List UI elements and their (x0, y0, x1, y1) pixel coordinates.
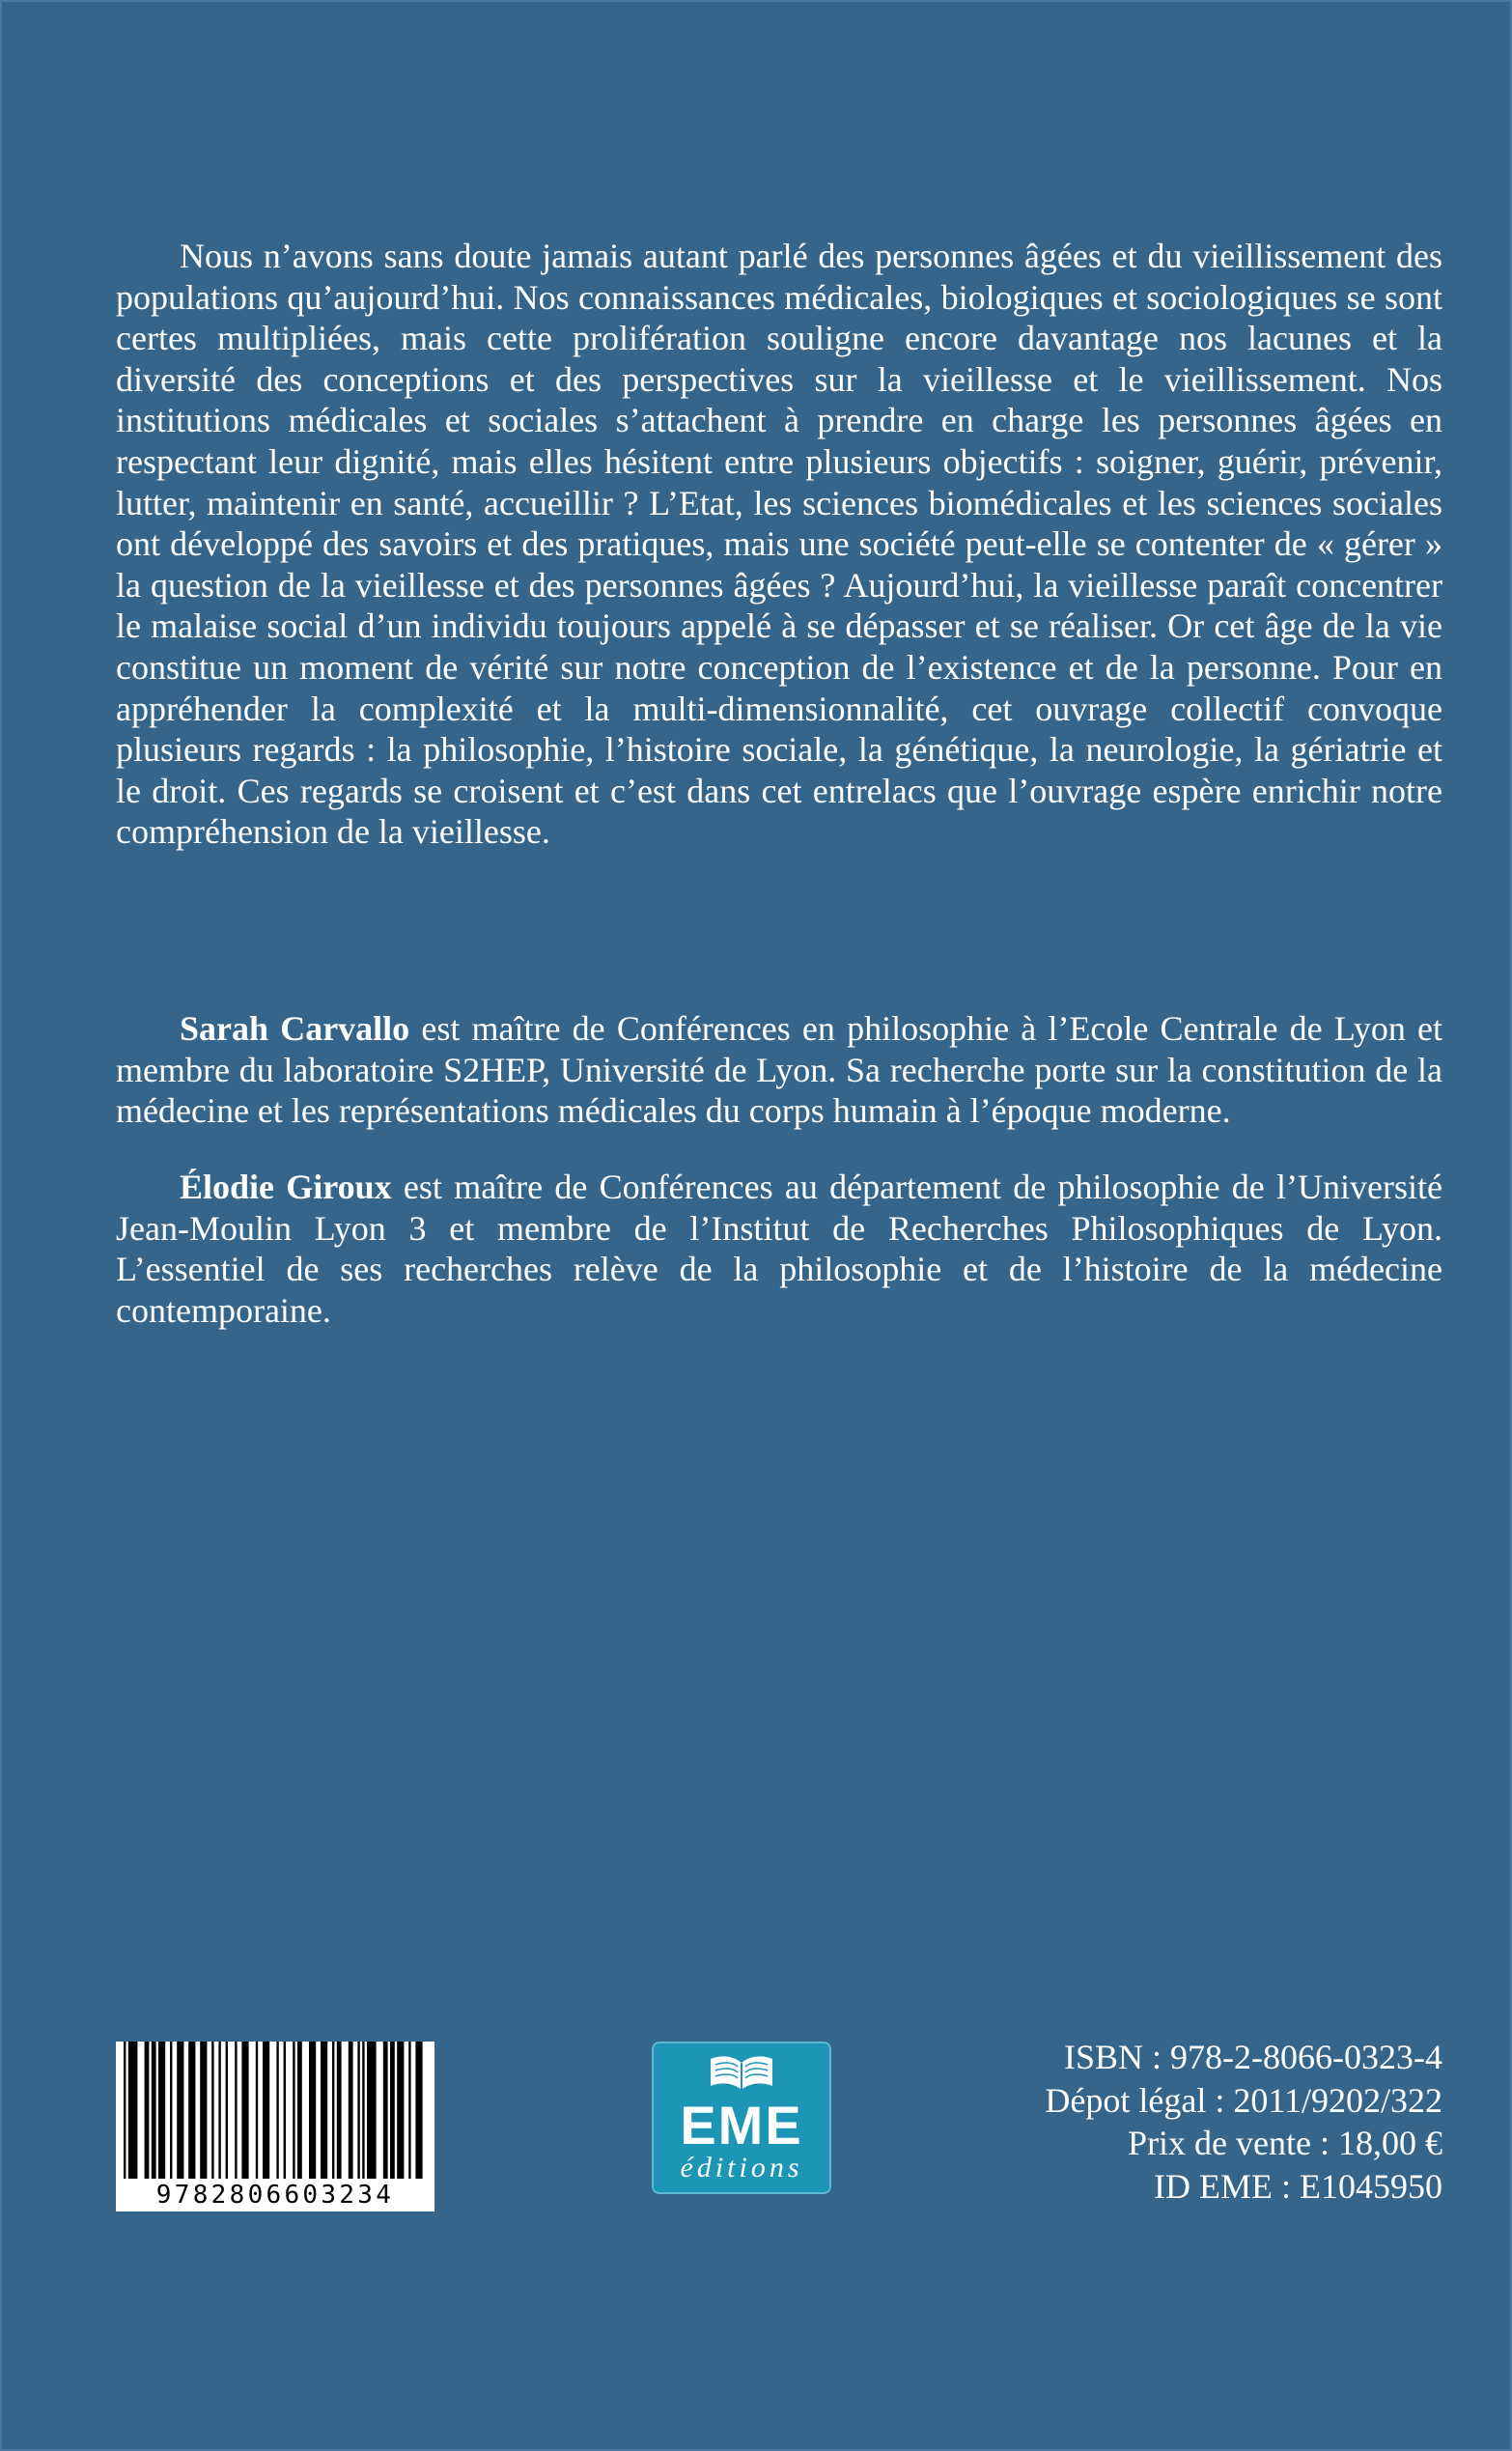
isbn-line: ISBN : 978-2-8066-0323-4 (1064, 2038, 1442, 2076)
legal-deposit-line: Dépot légal : 2011/9202/322 (1045, 2080, 1442, 2120)
summary-paragraph: Nous n’avons sans doute jamais autant parlé des personnes âgées et du vieillissement des populations qu’aujourd’hui. Nos connaissances médicales, biologiques et sociologiques se sont certes multipliées, mais cette prolifération souligne encore davantage nos lacunes et la diversité des conceptions et des perspectives sur la vieillesse et le vieillissement. Nos institutions médicales et sociales s’attachent à prendre en charge les personnes âgées en respectant leur dignité, mais elles hésitent entre plusieurs objectifs : soigner, guérir, prévenir, lutter, maintenir en santé, accueillir ? L’Etat, les sciences biomédicales et les sciences sociales ont développé des savoirs et des pratiques, mais une société peut-elle se contenter de « gérer » la question de la vieillesse et des personnes âgées ? Aujourd’hui, la vieillesse paraît concentrer le malaise social d’un individu toujours appelé à se dépasser et se réaliser. Or cet âge de la vie constitue un moment de vérité sur notre conception de l’existence et de la personne. Pour en appréhender la complexité et la multi-dimensionnalité, cet ouvrage collectif convoque plusieurs regards : la philosophie, l’histoire sociale, la génétique, la neurologie, la gériatrie et le droit. Ces regards se croisent et c’est dans cet entrelacs que l’ouvrage espère enrichir notre compréhension de la vieillesse. (116, 237, 1442, 852)
author-bio-carvallo (116, 1008, 1442, 1132)
id-line: ID EME : E1045950 (1154, 2166, 1442, 2206)
logo-sub-text: éditions (680, 2152, 803, 2183)
author-bio-paragraph (116, 1167, 1442, 1331)
publication-info (1045, 2036, 1442, 2208)
barcode-digits: 9782806603234 (155, 2181, 395, 2210)
author-bio-giroux (116, 1167, 1442, 1331)
logo-main-text: EME (680, 2095, 803, 2155)
open-book-icon (708, 2051, 775, 2092)
publisher-logo (652, 2042, 831, 2194)
author-bio-text: est maître de Conférences au département de philosophie de l’Université Jean-Moulin Lyon 3 et membre de l’Institut de Recherches Philosophiques de Lyon. L’essentiel de ses recherches relève de la philosophie et de l’histoire de la médecine contemporaine. (116, 1168, 1443, 1330)
author-bio-text: est maître de Conférences en philosophie à l’Ecole Centrale de Lyon et membre du laboratoire S2HEP, Université de Lyon. Sa recherche porte sur la constitution de la médecine et les représentations médicales du corps humain à l’époque moderne. (116, 1009, 1442, 1131)
isbn-barcode (116, 2042, 434, 2212)
price-line: Prix de vente : 18,00 € (1128, 2124, 1442, 2162)
author-name: Élodie Giroux (180, 1168, 392, 1206)
author-bio-paragraph (116, 1008, 1442, 1132)
author-name: Sarah Carvallo (180, 1009, 410, 1048)
back-cover-summary (116, 236, 1442, 853)
